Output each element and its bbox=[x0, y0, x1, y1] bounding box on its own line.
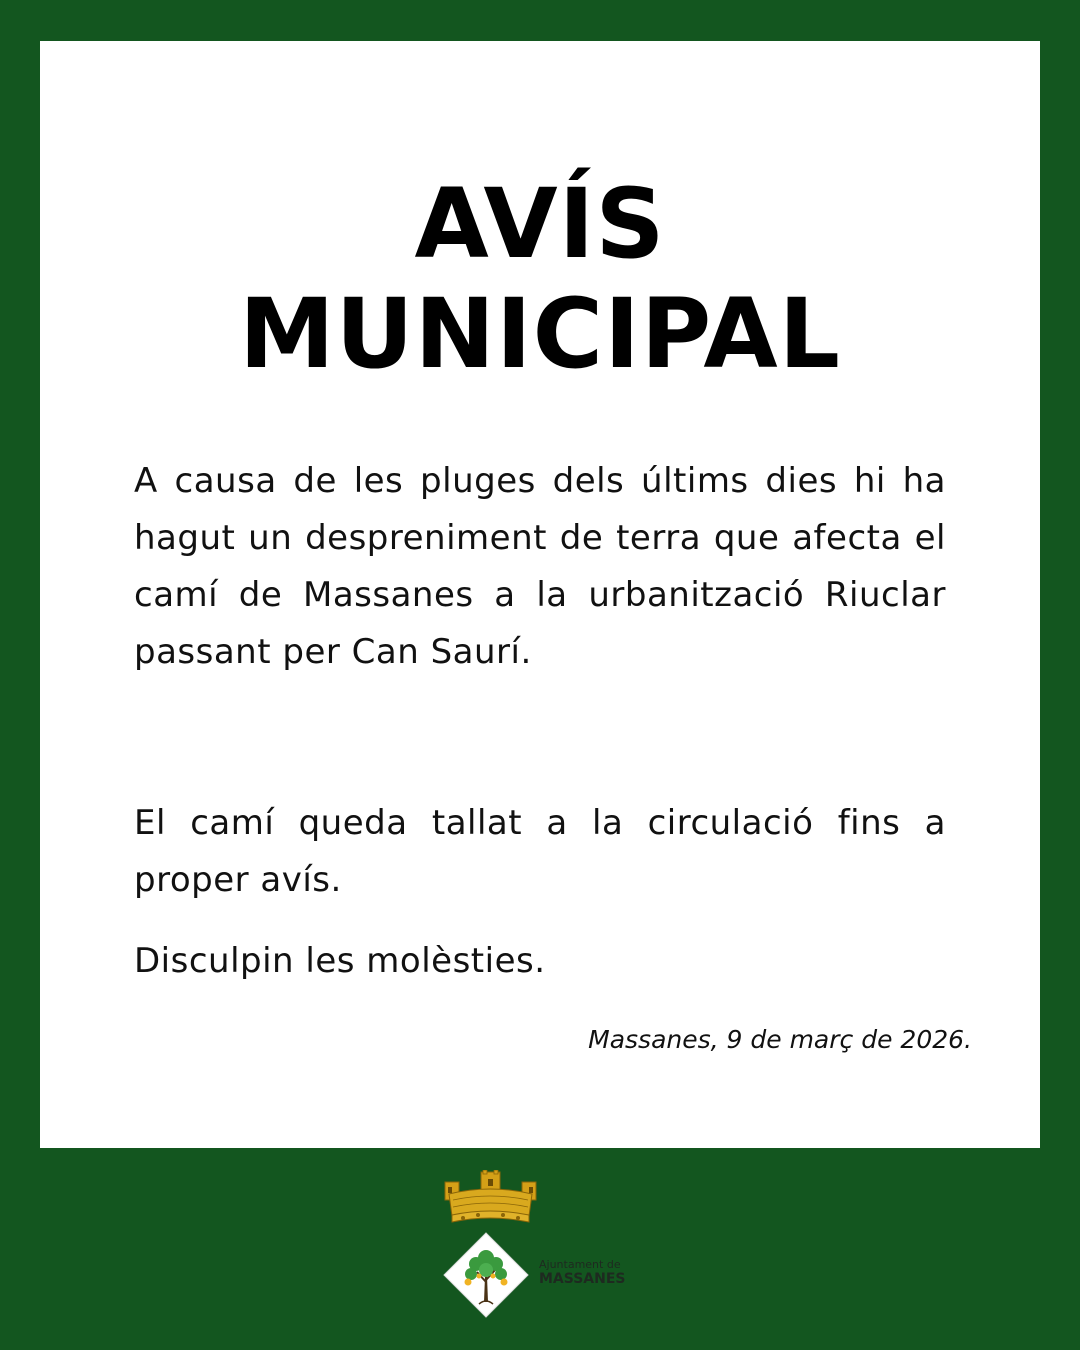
logo-line-1: Ajuntament de bbox=[539, 1258, 621, 1271]
municipality-logo-text bbox=[539, 1258, 649, 1287]
orange-tree-shield-icon bbox=[443, 1232, 529, 1318]
title-line-2: MUNICIPAL bbox=[239, 278, 841, 390]
notice-panel bbox=[40, 41, 1040, 1148]
notice-title bbox=[40, 169, 1040, 389]
paragraph-1: A causa de les pluges dels últims dies hi ha hagut un despreniment de terra que afecta el camí de Massanes a la urbanització Riuclar passant per Can Saurí. bbox=[134, 461, 946, 672]
paragraph-2: El camí queda tallat a la circulació fins a proper avís. bbox=[134, 803, 946, 900]
notice-body bbox=[134, 453, 946, 990]
paragraph-3: Disculpin les molèsties. bbox=[134, 941, 546, 981]
title-line-1: AVÍS bbox=[414, 168, 666, 280]
mural-crown-icon bbox=[443, 1170, 538, 1226]
logo-line-2: MASSANES bbox=[539, 1271, 626, 1287]
notice-date: Massanes, 9 de març de 2026. bbox=[588, 1025, 972, 1054]
